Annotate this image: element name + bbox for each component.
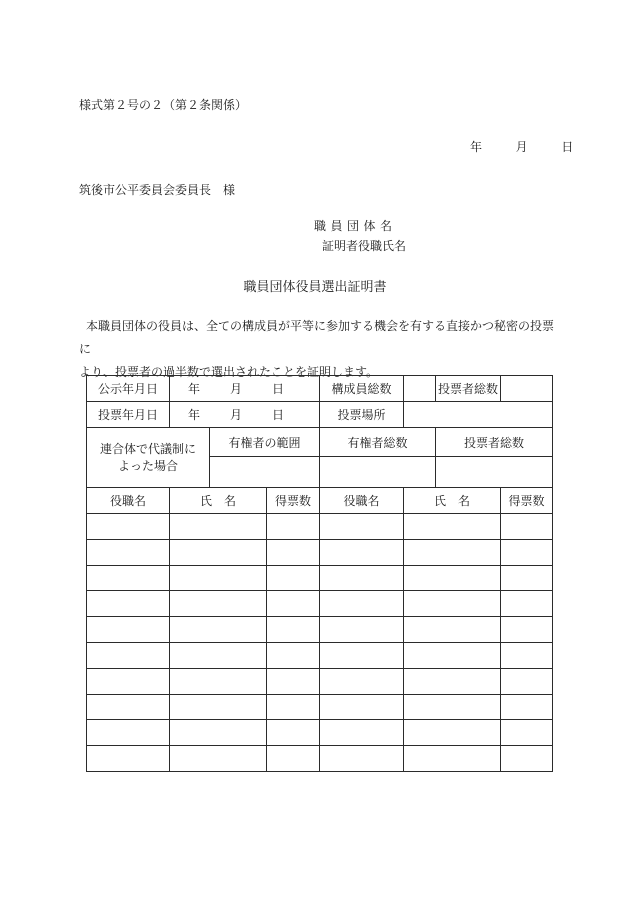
cell-votes-right[interactable] [501,514,553,540]
cell-position-right[interactable] [320,668,404,694]
announce-date-field[interactable]: 年 月 日 [170,376,320,402]
cell-votes-left[interactable] [267,617,320,643]
date-month-label: 月 [515,140,528,154]
cell-name-left[interactable] [170,617,267,643]
union-delegate-label: 連合体で代議制に よった場合 [87,428,210,488]
cell-name-right[interactable] [404,668,501,694]
addressee: 筑後市公平委員会委員長 様 [79,183,236,197]
cell-votes-right[interactable] [501,591,553,617]
cell-position-right[interactable] [320,694,404,720]
cell-position-right[interactable] [320,642,404,668]
vote-date-label: 投票年月日 [87,402,170,428]
col-position-left: 役職名 [87,488,170,514]
eligible-scope-field[interactable] [210,457,320,488]
table-row [87,720,553,746]
cell-position-left[interactable] [87,565,170,591]
announce-date-label: 公示年月日 [87,376,170,402]
body-line-1: 本職員団体の役員は、全ての構成員が平等に参加する機会を有する直接かつ秘密の投票に [79,319,555,356]
date-line [470,138,573,155]
cell-position-right[interactable] [320,514,404,540]
vote-place-label: 投票場所 [320,402,404,428]
cell-name-right[interactable] [404,617,501,643]
cell-votes-right[interactable] [501,720,553,746]
cell-votes-right[interactable] [501,694,553,720]
cell-name-left[interactable] [170,539,267,565]
voters-total-field[interactable] [501,376,553,402]
cell-position-left[interactable] [87,668,170,694]
cell-name-right[interactable] [404,642,501,668]
cell-votes-left[interactable] [267,694,320,720]
cell-votes-right[interactable] [501,642,553,668]
table-row [87,642,553,668]
cell-name-left[interactable] [170,694,267,720]
vote-date-field[interactable]: 年 月 日 [170,402,320,428]
cell-name-right[interactable] [404,539,501,565]
cell-name-right[interactable] [404,591,501,617]
date-day-label: 日 [561,140,574,154]
cell-votes-left[interactable] [267,591,320,617]
table-row [87,746,553,772]
col-name-left: 氏 名 [170,488,267,514]
form-number: 様式第２号の２（第２条関係） [79,98,248,112]
cell-name-left[interactable] [170,720,267,746]
voters-total-label: 投票者総数 [436,376,501,402]
cell-votes-left[interactable] [267,642,320,668]
cell-name-left[interactable] [170,591,267,617]
cell-position-left[interactable] [87,746,170,772]
cell-votes-right[interactable] [501,746,553,772]
vote-place-field[interactable] [404,402,553,428]
cell-name-left[interactable] [170,642,267,668]
cell-name-left[interactable] [170,746,267,772]
table-row [87,565,553,591]
table-row [87,514,553,540]
vote-row [87,402,553,428]
cell-position-left[interactable] [87,514,170,540]
date-year-label: 年 [470,140,483,154]
cell-votes-right[interactable] [501,565,553,591]
announce-row [87,376,553,402]
table-row [87,668,553,694]
cell-name-right[interactable] [404,514,501,540]
table-row [87,694,553,720]
eligible-scope-label: 有権者の範囲 [210,428,320,457]
eligible-total-field[interactable] [320,457,436,488]
table-row [87,539,553,565]
col-name-right: 氏 名 [404,488,501,514]
certifier-label: 証明者役職氏名 [322,239,407,253]
union-voters-total-field[interactable] [436,457,553,488]
col-position-right: 役職名 [320,488,404,514]
body-text [79,315,555,384]
eligible-total-label: 有権者総数 [320,428,436,457]
members-total-field[interactable] [404,376,436,402]
union-header-row [87,428,553,457]
cell-votes-left[interactable] [267,514,320,540]
cell-position-right[interactable] [320,746,404,772]
cell-position-left[interactable] [87,694,170,720]
cell-position-right[interactable] [320,617,404,643]
cell-name-left[interactable] [170,514,267,540]
cell-position-right[interactable] [320,565,404,591]
col-votes-right: 得票数 [501,488,553,514]
candidates-header-row [87,488,553,514]
cell-position-left[interactable] [87,720,170,746]
cell-votes-left[interactable] [267,746,320,772]
cell-name-right[interactable] [404,565,501,591]
table-row [87,617,553,643]
cell-votes-right[interactable] [501,617,553,643]
cell-votes-left[interactable] [267,539,320,565]
cell-position-right[interactable] [320,539,404,565]
col-votes-left: 得票数 [267,488,320,514]
election-table [86,375,553,772]
document-title: 職員団体役員選出証明書 [243,280,387,295]
cell-votes-left[interactable] [267,668,320,694]
cell-position-left[interactable] [87,591,170,617]
cell-position-left[interactable] [87,539,170,565]
cell-votes-left[interactable] [267,565,320,591]
candidate-rows [87,514,553,772]
cell-name-right[interactable] [404,720,501,746]
cell-name-left[interactable] [170,565,267,591]
cell-votes-left[interactable] [267,720,320,746]
cell-name-left[interactable] [170,668,267,694]
cell-name-right[interactable] [404,746,501,772]
cell-votes-right[interactable] [501,539,553,565]
cell-position-right[interactable] [320,591,404,617]
org-name-label: 職員団体名 [314,219,397,233]
union-voters-total-label: 投票者総数 [436,428,553,457]
table-row [87,591,553,617]
members-total-label: 構成員総数 [320,376,404,402]
cell-position-left[interactable] [87,617,170,643]
cell-position-right[interactable] [320,720,404,746]
body-line-2: より、投票者の過半数で選出されたことを証明します。 [79,365,379,379]
cell-position-left[interactable] [87,642,170,668]
cell-name-right[interactable] [404,694,501,720]
cell-votes-right[interactable] [501,668,553,694]
